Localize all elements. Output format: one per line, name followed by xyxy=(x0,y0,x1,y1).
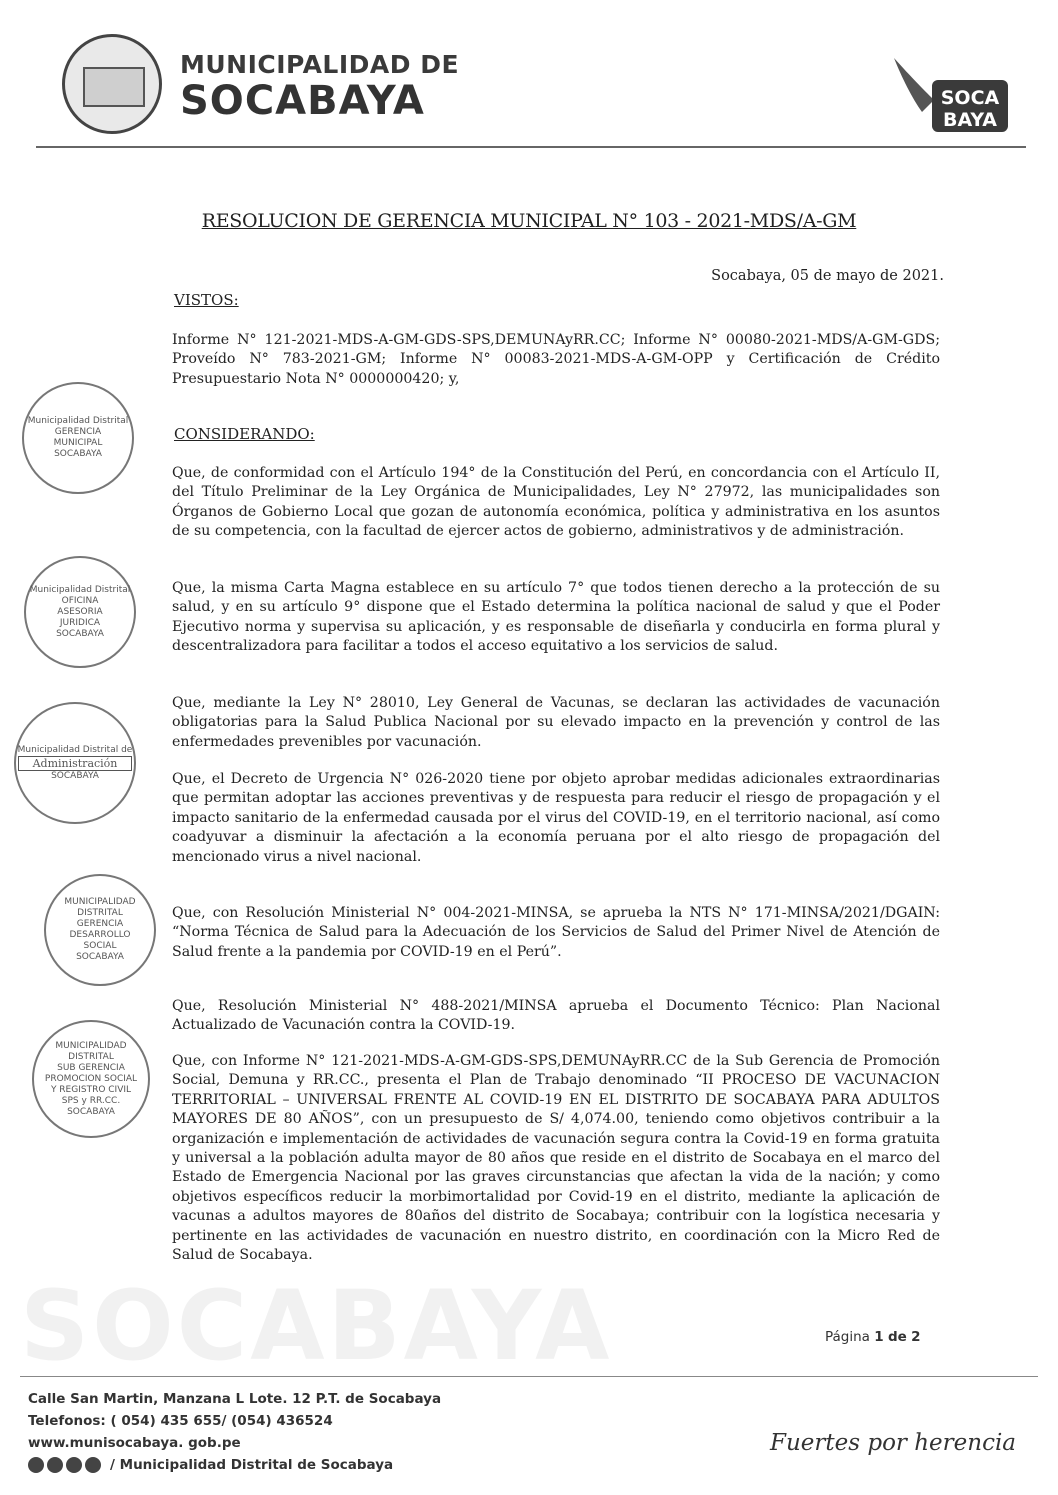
considerando-paragraph: Que, el Decreto de Urgencia N° 026-2020 tiene por objeto aprobar medidas adicionales extraordinarias que permitan adoptar las acciones preventivas y de respuesta para reducir el riesgo de propagación y el impacto sanitario de la enfermedad causada por el virus del COVID-19, en el territorio nacional, así como coadyuvar a disminuir la afectación a la economía peruana por el alto riesgo de propagación del mencionado virus a nivel nacional. xyxy=(172,771,940,865)
desarrollo-social-stamp: MUNICIPALIDAD DISTRITAL GERENCIA DESARROLLO SOCIAL SOCABAYA xyxy=(44,874,156,986)
watermark-text: SOCABAYA xyxy=(20,1270,613,1382)
asesoria-juridica-stamp: Municipalidad Distrital OFICINA ASESORIA JURIDICA SOCABAYA xyxy=(24,556,136,668)
twitter-icon xyxy=(85,1457,101,1473)
considerando-heading: CONSIDERANDO: xyxy=(174,425,315,443)
resolution-title: RESOLUCION DE GERENCIA MUNICIPAL N° 103 - 2021-MDS/A-GM xyxy=(201,210,857,232)
footer-website: www.munisocabaya. gob.pe xyxy=(28,1435,241,1451)
administracion-stamp: Municipalidad Distrital de Administración SOCABAYA xyxy=(14,702,136,824)
footer-divider xyxy=(20,1376,1038,1377)
sub-gerencia-stamp: MUNICIPALIDAD DISTRITAL SUB GERENCIA PROMOCION SOCIAL Y REGISTRO CIVIL SPS y RR.CC. SOCABAYA xyxy=(32,1020,150,1138)
considerando-paragraph: Que, con Resolución Ministerial N° 004-2021-MINSA, se aprueba la NTS N° 171-MINSA/2021/DGAIN: “Norma Técnica de Salud para la Adecuación de los Servicios de Salud del Primer Nivel de Atención de Salud frente a la pandemia por COVID-19 en el Perú”. xyxy=(172,905,940,960)
considerando-paragraph: Que, de conformidad con el Artículo 194° de la Constitución del Perú, en concordancia con el Artículo II, del Título Preliminar de la Ley Orgánica de Municipalidades, Ley N° 27972, las municipalidades son Órganos de Gobierno Local que gozan de autonomía económica, política y administrativa en los asuntos de su competencia, con la facultad de ejercer actos de gobierno, administrativos y de administración. xyxy=(172,465,940,540)
svg-text:SOCA: SOCA xyxy=(940,87,1000,109)
svg-text:BAYA: BAYA xyxy=(942,109,998,131)
footer-social-handle: / Municipalidad Distrital de Socabaya xyxy=(110,1457,394,1473)
social-icons xyxy=(28,1457,101,1473)
considerando-paragraph: Que, la misma Carta Magna establece en su artículo 7° que todos tienen derecho a la protección de su salud, y en su artículo 9° dispone que el Estado determina la política nacional de salud y que el Poder Ejecutivo norma y supervisa su aplicación, y es responsable de diseñarla y conducirla en forma plural y descentralizadora para facilitar a todos el acceso equitativo a los servicios de salud. xyxy=(172,580,940,655)
footer-address: Calle San Martin, Manzana L Lote. 12 P.T. de Socabaya xyxy=(28,1391,442,1407)
municipality-name-line2: SOCABAYA xyxy=(180,78,425,124)
considerando-paragraph: Que, mediante la Ley N° 28010, Ley General de Vacunas, se declaran las actividades de vacunación obligatorias para la Salud Publica Nacional por su elevado impacto en la prevención y control de las enfermedades prevenibles por vacunación. xyxy=(172,695,940,750)
socabaya-brand-logo xyxy=(892,48,1012,138)
municipal-crest-logo xyxy=(62,34,162,134)
youtube-icon xyxy=(66,1457,82,1473)
page-number: Página 1 de 2 xyxy=(825,1329,921,1345)
vistos-heading: VISTOS: xyxy=(174,291,239,309)
facebook-icon xyxy=(28,1457,44,1473)
municipality-name-line1: MUNICIPALIDAD DE xyxy=(180,50,460,79)
header-divider xyxy=(36,146,1026,148)
instagram-icon xyxy=(47,1457,63,1473)
footer-phones: Telefonos: ( 054) 435 655/ (054) 436524 xyxy=(28,1413,333,1429)
considerando-paragraph: Que, con Informe N° 121-2021-MDS-A-GM-GDS-SPS,DEMUNAyRR.CC de la Sub Gerencia de Promoción Social, Demuna y RR.CC., presenta el Plan de Trabajo denominado “II PROCESO DE VACUNACION TERRITORIAL – UNIVERSAL FRENTE AL COVID-19 EN EL DISTRITO DE SOCABAYA PARA ADULTOS MAYORES DE 80 AÑOS”, con un presupuesto de S/ 4,074.00, teniendo como objetivos contribuir a la organización e implementación de actividades de vacunación segura contra la Covid-19 en forma gratuita y universal a la población adulta mayor de 80 años que reside en el distrito de Socabaya en el marco del Estado de Emergencia Nacional por las graves circunstancias que afectan la vida de la nación; y como objetivos específicos reducir la morbimortalidad por Covid-19 en el distrito, mediante la aplicación de vacunas a adultos mayores de 80años del distrito de Socabaya; contribuir con la logística necesaria y pertinente en las actividades de vacunación en nuestro distrito, en coordinación con la Micro Red de Salud de Socabaya. xyxy=(172,1053,940,1264)
considerando-paragraph: Que, Resolución Ministerial N° 488-2021/MINSA aprueba el Documento Técnico: Plan Nacional Actualizado de Vacunación contra la COVID-19. xyxy=(172,998,940,1034)
document-date: Socabaya, 05 de mayo de 2021. xyxy=(711,268,944,284)
slogan: Fuertes por herencia xyxy=(770,1430,1017,1456)
gerencia-municipal-stamp: Municipalidad Distrital GERENCIA MUNICIPAL SOCABAYA xyxy=(22,382,134,494)
vistos-text: Informe N° 121-2021-MDS-A-GM-GDS-SPS,DEMUNAyRR.CC; Informe N° 00080-2021-MDS/A-GM-GDS; Proveído N° 783-2021-GM; Informe N° 00083-2021-MDS-A-GM-OPP y Certificación de Crédito Presupuestario Nota N° 0000000420; y, xyxy=(172,332,940,387)
